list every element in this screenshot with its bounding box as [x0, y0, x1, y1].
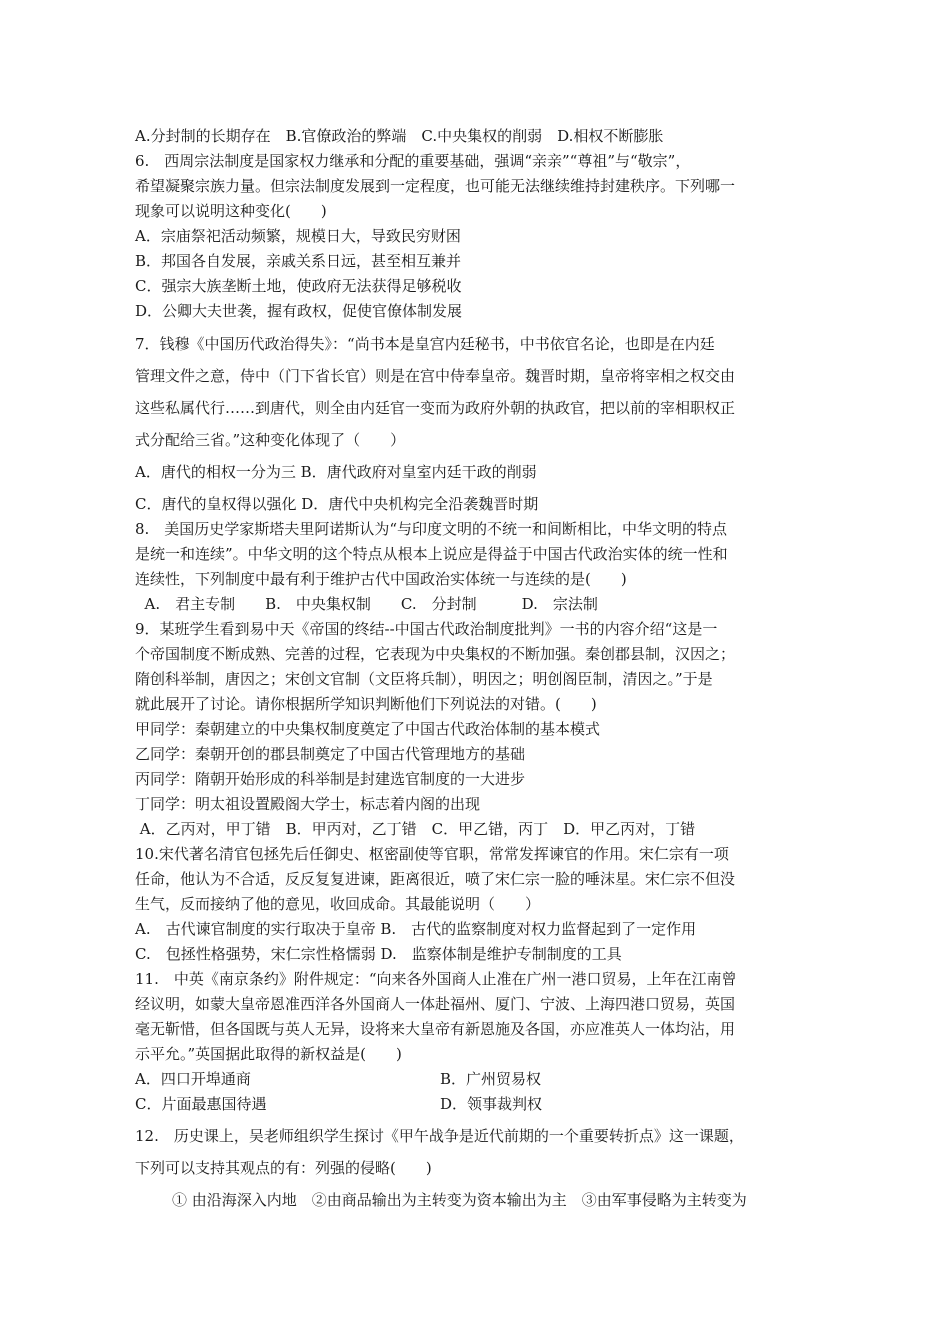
q11-stem-line-3: 毫无靳惜，但各国既与英人无异，设将来大皇帝有新恩施及各国，亦应准英人一体均沾，用: [135, 1020, 736, 1038]
q9-student-ding: 丁同学：明太祖设置殿阁大学士，标志着内阁的出现: [135, 795, 481, 813]
q10-options-cd: C. 包拯性格强势，宋仁宗性格懦弱 D. 监察体制是维护专制制度的工具: [135, 945, 622, 963]
q11-stem-line-1: 11. 中英《南京条约》附件规定：“向来各外国商人止准在广州一港口贸易，上年在江南曾: [135, 970, 737, 988]
q7-stem-line-1: 7．钱穆《中国历代政治得失》：“尚书本是皇宫内廷秘书，中书依官名论，也即是在内廷: [135, 335, 715, 353]
q12-stem-line-1: 12. 历史课上，吴老师组织学生探讨《甲午战争是近代前期的一个重要转折点》这一课题，: [135, 1127, 744, 1145]
q6-stem-line-3: 现象可以说明这种变化( ): [135, 202, 327, 220]
q6-option-b: B．邦国各自发展，亲戚关系日远，甚至相互兼并: [135, 252, 462, 270]
q6-option-d: D．公卿大夫世袭，握有政权，促使官僚体制发展: [135, 302, 463, 320]
q9-stem-line-4: 就此展开了讨论。请你根据所学知识判断他们下列说法的对错。( ): [135, 695, 597, 713]
q9-student-bing: 丙同学：隋朝开始形成的科举制是封建选官制度的一大进步: [135, 770, 526, 788]
q11-option-d: D．领事裁判权: [440, 1095, 543, 1113]
q10-options-ab: A. 古代谏官制度的实行取决于皇帝 B. 古代的监察制度对权力监督起到了一定作用: [135, 920, 697, 938]
q8-options: A. 君主专制 B. 中央集权制 C. 分封制 D. 宗法制: [135, 595, 598, 613]
q11-stem-line-4: 示平允。”英国据此取得的新权益是( ): [135, 1045, 402, 1063]
q7-options-cd: C．唐代的皇权得以强化 D．唐代中央机构完全沿袭魏晋时期: [135, 495, 539, 513]
q6-option-c: C．强宗大族垄断土地，使政府无法获得足够税收: [135, 277, 462, 295]
q10-stem-line-1: 10.宋代著名清官包拯先后任御史、枢密副使等官职，常常发挥谏官的作用。宋仁宗有一项: [135, 845, 729, 863]
q8-stem-line-3: 连续性，下列制度中最有利于维护古代中国政治实体统一与连续的是( ): [135, 570, 627, 588]
q9-stem-line-2: 个帝国制度不断成熟、完善的过程，它表现为中央集权的不断加强。秦创郡县制，汉因之；: [135, 645, 736, 663]
q8-stem-line-1: 8. 美国历史学家斯塔夫里阿诺斯认为“与印度文明的不统一和间断相比，中华文明的特点: [135, 520, 727, 538]
q6-option-a: A．宗庙祭祀活动频繁，规模日大，导致民穷财困: [135, 227, 461, 245]
q11-option-c: C．片面最惠国待遇: [135, 1095, 267, 1113]
q7-stem-line-3: 这些私属代行……到唐代，则全由内廷官一变而为政府外朝的执政官，把以前的宰相职权正: [135, 399, 736, 417]
q12-statements: ① 由沿海深入内地 ②由商品输出为主转变为资本输出为主 ③由军事侵略为主转变为: [172, 1191, 747, 1209]
q7-stem-line-2: 管理文件之意，侍中（门下省长官）则是在宫中侍奉皇帝。魏晋时期，皇帝将宰相之权交由: [135, 367, 736, 385]
q6-stem-line-2: 希望凝聚宗族力量。但宗法制度发展到一定程度，也可能无法继续维持封建秩序。下列哪一: [135, 177, 736, 195]
q6-stem-line-1: 6. 西周宗法制度是国家权力继承和分配的重要基础，强调“亲亲”“尊祖”与“敬宗”，: [135, 152, 691, 170]
q7-stem-line-4: 式分配给三省。”这种变化体现了（ ）: [135, 431, 406, 449]
q9-options: A．乙丙对，甲丁错 B．甲丙对，乙丁错 C．甲乙错，丙丁 D．甲乙丙对，丁错: [135, 820, 696, 838]
q9-stem-line-3: 隋创科举制，唐因之；宋创文官制（文臣将兵制），明因之；明创阁臣制，清因之。”于是: [135, 670, 713, 688]
q9-student-jia: 甲同学：秦朝建立的中央集权制度奠定了中国古代政治体制的基本模式: [135, 720, 601, 738]
q11-option-b: B．广州贸易权: [440, 1070, 542, 1088]
q8-stem-line-2: 是统一和连续”。中华文明的这个特点从根本上说应是得益于中国古代政治实体的统一性和: [135, 545, 728, 563]
q7-options-ab: A．唐代的相权一分为三 B．唐代政府对皇室内廷干政的削弱: [135, 463, 537, 481]
q9-stem-line-1: 9．某班学生看到易中天《帝国的终结--中国古代政治制度批判》一书的内容介绍“这是一: [135, 620, 718, 638]
q11-stem-line-2: 经议明，如蒙大皇帝恩准西洋各外国商人一体赴福州、厦门、宁波、上海四港口贸易，英国: [135, 995, 736, 1013]
q5-options: A.分封制的长期存在 B.官僚政治的弊端 C.中央集权的削弱 D.相权不断膨胀: [135, 127, 664, 145]
q9-student-yi: 乙同学：秦朝开创的郡县制奠定了中国古代管理地方的基础: [135, 745, 526, 763]
q11-option-a: A．四口开埠通商: [135, 1070, 251, 1088]
q10-stem-line-3: 生气，反而接纳了他的意见，收回成命。其最能说明（ ）: [135, 895, 541, 913]
q10-stem-line-2: 任命，他认为不合适，反反复复进谏，距离很近，喷了宋仁宗一脸的唾沫星。宋仁宗不但没: [135, 870, 736, 888]
q12-stem-line-2: 下列可以支持其观点的有：列强的侵略( ): [135, 1159, 432, 1177]
